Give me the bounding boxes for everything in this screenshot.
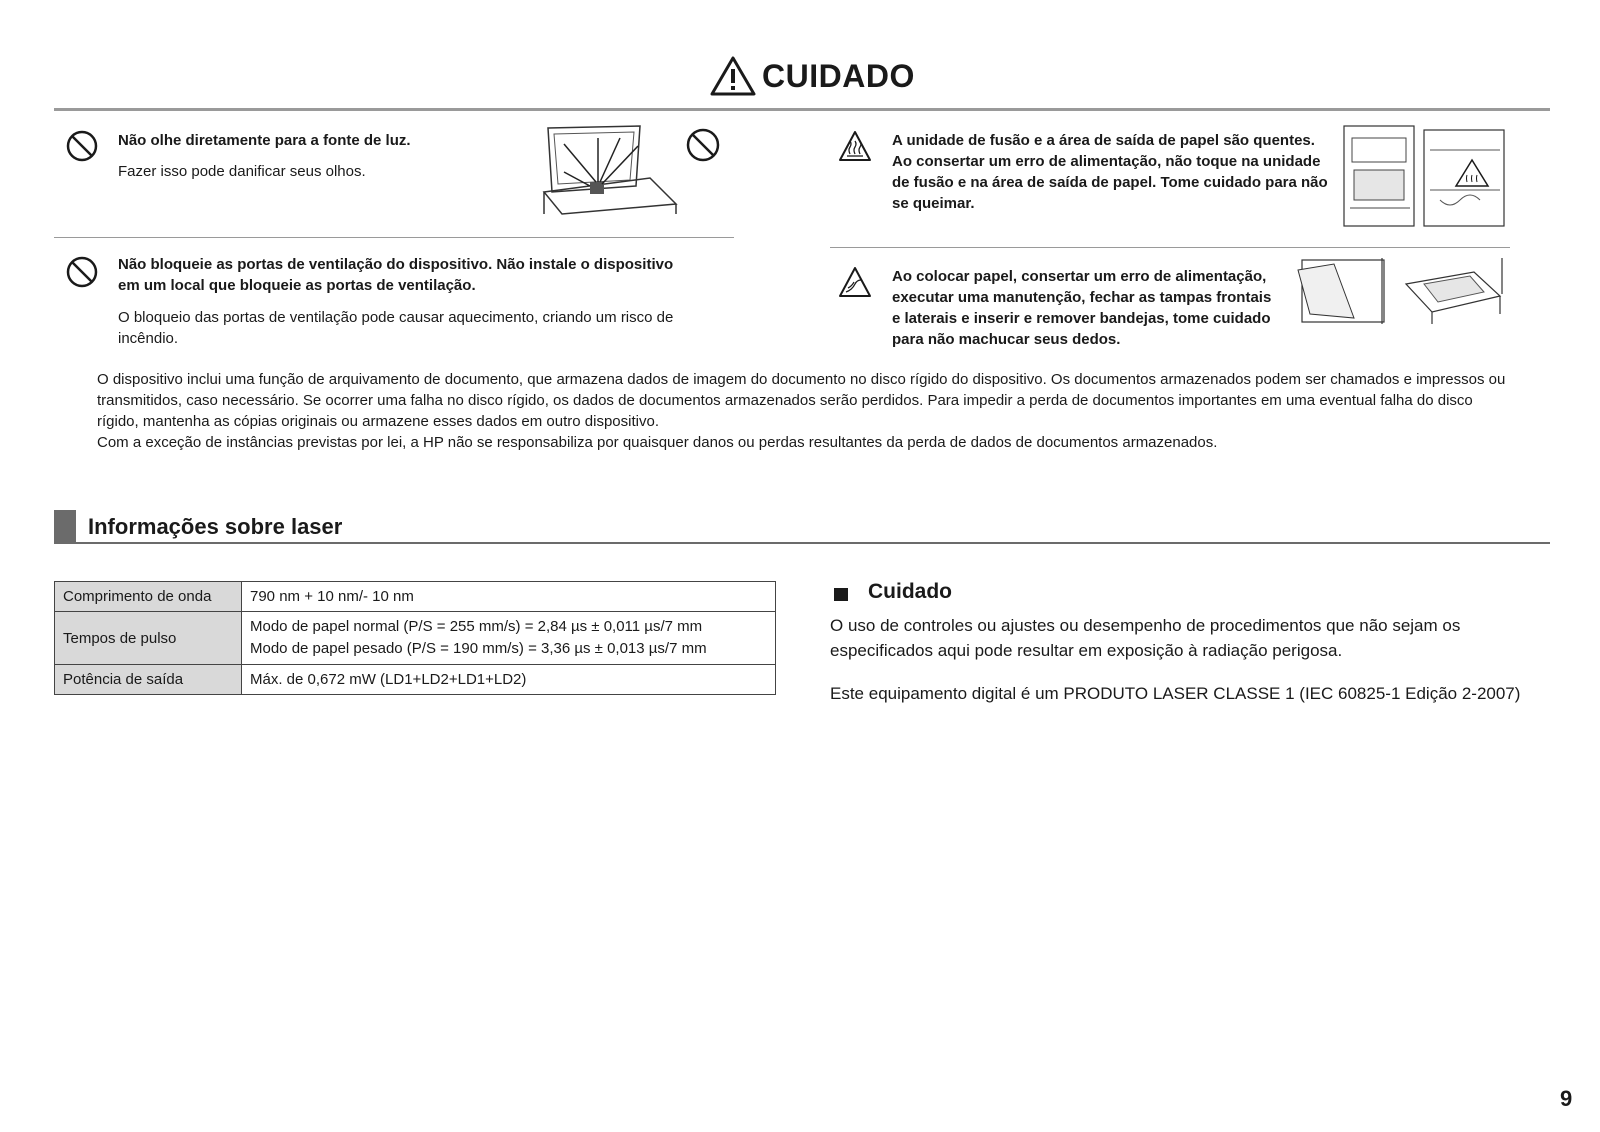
- warning-body: O bloqueio das portas de ventilação pode causar aquecimento, criando um risco de incêndio.: [118, 309, 674, 347]
- table-key: Tempos de pulso: [55, 612, 242, 665]
- table-value-line: Modo de papel pesado (P/S = 190 mm/s) = 3,36 µs ± 0,013 µs/7 mm: [250, 640, 707, 657]
- section-rule: [54, 542, 1550, 544]
- section-marker: [54, 510, 76, 544]
- prohibited-icon: [686, 128, 720, 162]
- warning-title: Ao colocar papel, consertar um erro de alimentação, executar uma manutenção, fechar as tampas frontais e laterais e inserir e remover bandejas, tome cuidado para não machucar seus dedos.: [892, 268, 1272, 348]
- bullet-square-icon: [834, 588, 848, 601]
- warning-title: Não olhe diretamente para a fonte de luz.: [118, 132, 411, 149]
- warning-title: A unidade de fusão e a área de saída de papel são quentes. Ao consertar um erro de alimentação, não toque na unidade de fusão e na área de saída de papel. Tome cuidado para não se queimar.: [892, 132, 1328, 212]
- laser-class-statement: Este equipamento digital é um PRODUTO LASER CLASSE 1 (IEC 60825-1 Edição 2-2007): [830, 684, 1521, 703]
- fuser-illustration: [1340, 120, 1510, 232]
- tray-illustration: [1294, 254, 1510, 328]
- cuidado-body: O uso de controles ou ajustes ou desempenho de procedimentos que não sejam os especificados aqui pode resultar em exposição à radiação perigosa.: [830, 616, 1461, 660]
- table-key: Comprimento de onda: [55, 582, 242, 612]
- warning-title: Não bloqueie as portas de ventilação do dispositivo. Não instale o dispositivo em um local que bloqueie as portas de ventilação.: [118, 256, 674, 294]
- warning-body: Fazer isso pode danificar seus olhos.: [118, 163, 366, 180]
- divider: [830, 247, 1510, 248]
- table-row: [55, 665, 776, 695]
- liability-paragraph: Com a exceção de instâncias previstas por lei, a HP não se responsabiliza por quaisquer danos ou perdas resultantes da perda de dados de documentos armazenados.: [97, 434, 1218, 451]
- table-value: 790 nm + 10 nm/- 10 nm: [242, 582, 776, 612]
- page-number: 9: [1560, 1086, 1573, 1111]
- scanner-illustration: [540, 122, 680, 216]
- divider: [54, 237, 734, 238]
- header-rule: [54, 108, 1550, 111]
- warning-triangle-icon: [710, 56, 756, 96]
- table-key: Potência de saída: [55, 665, 242, 695]
- pinch-hazard-icon: [838, 266, 872, 298]
- prohibited-icon: [66, 130, 98, 162]
- table-value-line: Modo de papel normal (P/S = 255 mm/s) = 2,84 µs ± 0,011 µs/7 mm: [250, 618, 703, 635]
- table-row: [55, 612, 776, 665]
- page-header: [0, 50, 1600, 100]
- table-value: Máx. de 0,672 mW (LD1+LD2+LD1+LD2): [242, 665, 776, 695]
- cuidado-title: Cuidado: [868, 580, 952, 603]
- page-title: CUIDADO: [762, 57, 915, 94]
- hot-surface-icon: [838, 130, 872, 162]
- laser-spec-table: [54, 581, 776, 695]
- prohibited-icon: [66, 256, 98, 288]
- section-title: Informações sobre laser: [88, 514, 343, 539]
- table-value: [242, 612, 776, 665]
- table-row: [55, 582, 776, 612]
- document-archiving-paragraph: O dispositivo inclui uma função de arquivamento de documento, que armazena dados de imagem do documento no disco rígido do dispositivo. Os documentos armazenados podem ser chamados e impressos ou transmitidos, caso necessário. Se ocorrer uma falha no disco rígido, os dados de documentos armazenados serão perdidos. Para impedir a perda de documentos importantes em uma eventual falha do disco rígido, mantenha as cópias originais ou armazene esses dados em outro dispositivo.: [97, 371, 1506, 430]
